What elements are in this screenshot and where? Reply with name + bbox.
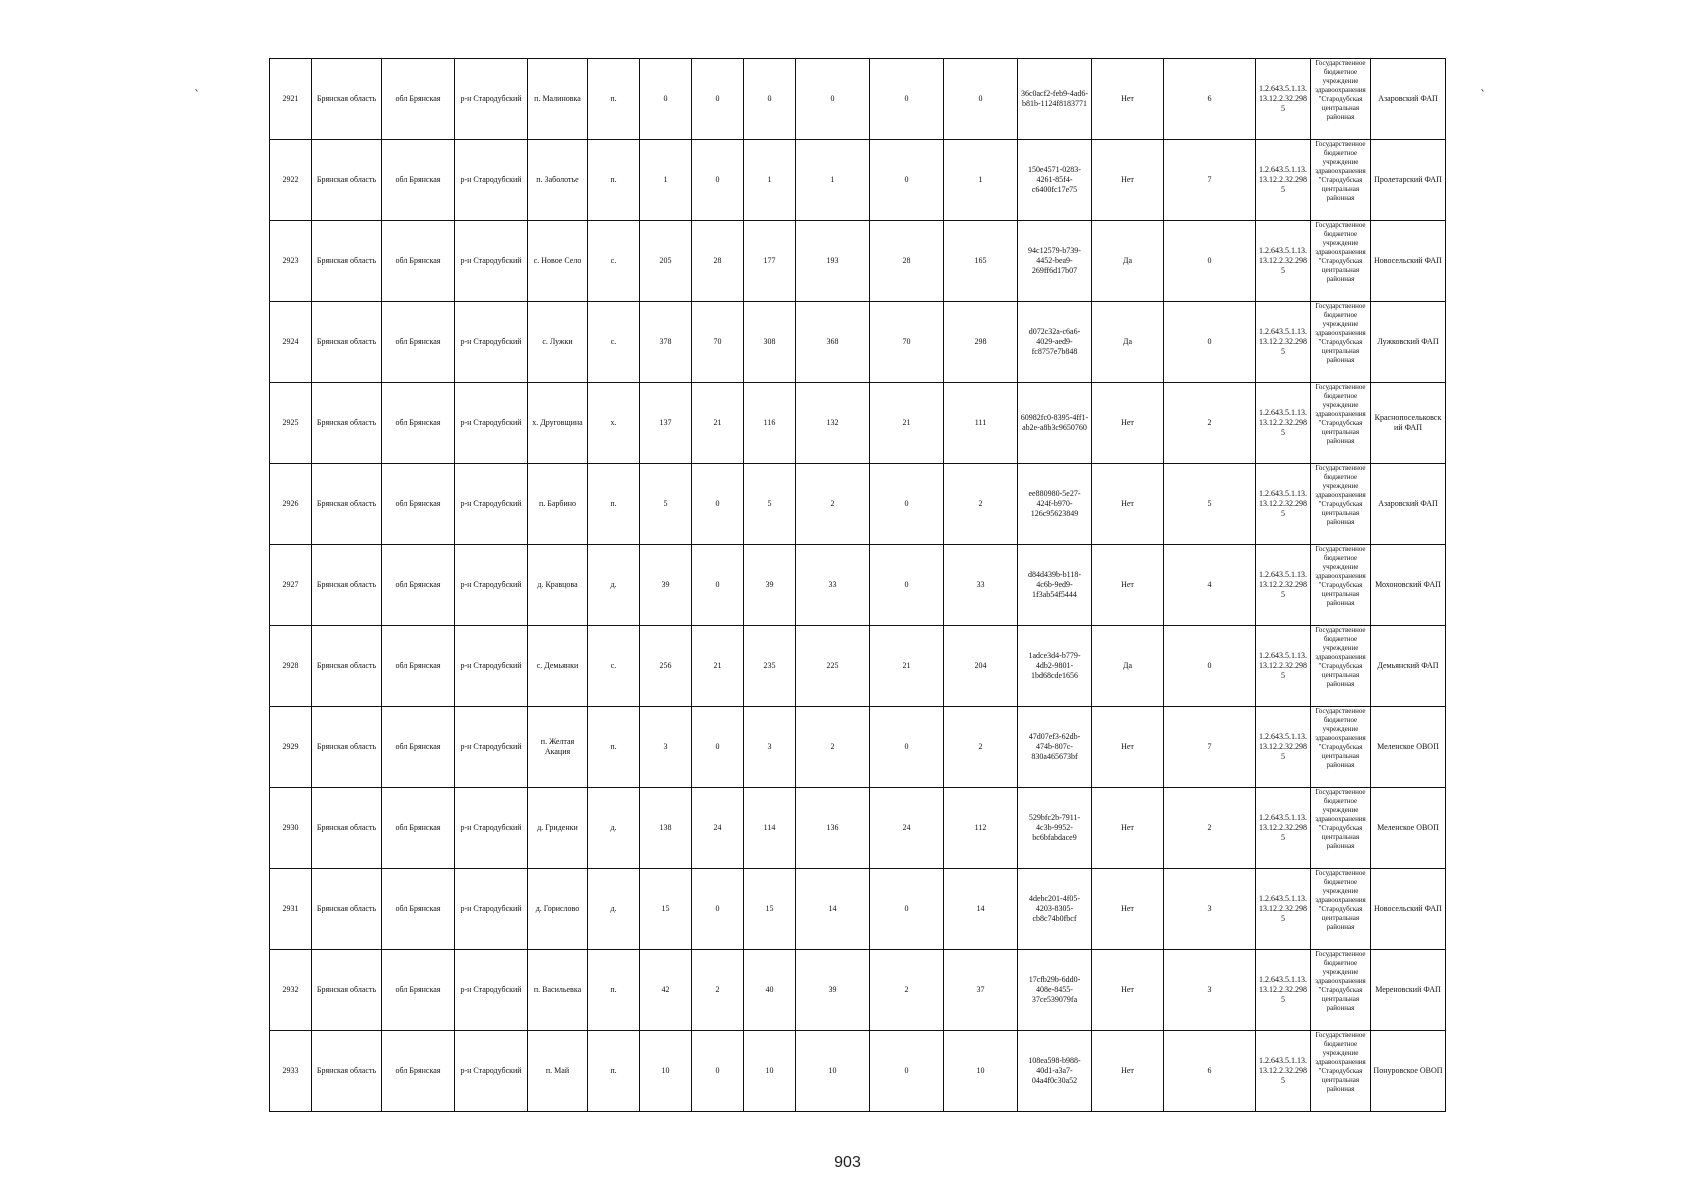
oid-code-cell: 1.2.643.5.1.13.13.12.2.32.2985 (1256, 788, 1311, 869)
value-6-cell: 2 (944, 707, 1018, 788)
value-3-cell: 39 (744, 545, 796, 626)
value-6-cell: 204 (944, 626, 1018, 707)
oid-code-cell: 1.2.643.5.1.13.13.12.2.32.2985 (1256, 140, 1311, 221)
uuid-cell: 150e4571-0283-4261-85f4-c6400fc17e75 (1018, 140, 1092, 221)
oid-code-cell: 1.2.643.5.1.13.13.12.2.32.2985 (1256, 221, 1311, 302)
flag-cell: Нет (1092, 869, 1164, 950)
medical-point-cell: Демьянский ФАП (1371, 626, 1446, 707)
scan-mark-left: ` (194, 88, 200, 102)
medical-point-cell: Мохоновский ФАП (1371, 545, 1446, 626)
value-3-cell: 235 (744, 626, 796, 707)
region-cell: Брянская область (312, 950, 382, 1031)
value-1-cell: 138 (640, 788, 692, 869)
value-3-cell: 0 (744, 59, 796, 140)
medical-point-cell: Азаровский ФАП (1371, 464, 1446, 545)
settlement-cell: с. Лужки (528, 302, 588, 383)
table-row (270, 707, 1446, 788)
oid-code-cell: 1.2.643.5.1.13.13.12.2.32.2985 (1256, 869, 1311, 950)
settlement-cell: д. Гриденки (528, 788, 588, 869)
district-cell: р-н Стародубский (455, 383, 528, 464)
value-5-cell: 0 (870, 464, 944, 545)
district-cell: р-н Стародубский (455, 59, 528, 140)
oblast-cell: обл Брянская (382, 545, 455, 626)
value-5-cell: 0 (870, 707, 944, 788)
uuid-cell: 17cfb29b-6dd0-408e-8455-37ce539079fa (1018, 950, 1092, 1031)
value-3-cell: 177 (744, 221, 796, 302)
flag-cell: Да (1092, 221, 1164, 302)
table-row (270, 464, 1446, 545)
value-3-cell: 15 (744, 869, 796, 950)
region-cell: Брянская область (312, 383, 382, 464)
district-cell: р-н Стародубский (455, 545, 528, 626)
organization-cell: Государственное бюджетное учреждение здравоохранения "Стародубская центральная районная (1311, 140, 1371, 221)
settlement-type-cell: п. (588, 1031, 640, 1112)
row-id-cell: 2921 (270, 59, 312, 140)
oblast-cell: обл Брянская (382, 869, 455, 950)
count-cell: 6 (1164, 59, 1256, 140)
settlement-type-cell: д. (588, 869, 640, 950)
district-cell: р-н Стародубский (455, 464, 528, 545)
row-id-cell: 2926 (270, 464, 312, 545)
row-id-cell: 2924 (270, 302, 312, 383)
organization-cell: Государственное бюджетное учреждение здравоохранения "Стародубская центральная районная (1311, 707, 1371, 788)
region-cell: Брянская область (312, 626, 382, 707)
organization-cell: Государственное бюджетное учреждение здравоохранения "Стародубская центральная районная (1311, 626, 1371, 707)
oblast-cell: обл Брянская (382, 950, 455, 1031)
district-cell: р-н Стародубский (455, 302, 528, 383)
value-1-cell: 3 (640, 707, 692, 788)
region-cell: Брянская область (312, 302, 382, 383)
flag-cell: Нет (1092, 464, 1164, 545)
value-5-cell: 0 (870, 1031, 944, 1112)
value-2-cell: 21 (692, 626, 744, 707)
value-2-cell: 0 (692, 1031, 744, 1112)
value-3-cell: 40 (744, 950, 796, 1031)
table-row (270, 950, 1446, 1031)
count-cell: 0 (1164, 626, 1256, 707)
value-6-cell: 112 (944, 788, 1018, 869)
value-2-cell: 0 (692, 464, 744, 545)
region-cell: Брянская область (312, 221, 382, 302)
region-cell: Брянская область (312, 59, 382, 140)
value-2-cell: 70 (692, 302, 744, 383)
count-cell: 3 (1164, 869, 1256, 950)
value-2-cell: 28 (692, 221, 744, 302)
medical-point-cell: Меленское ОВОП (1371, 707, 1446, 788)
value-4-cell: 225 (796, 626, 870, 707)
value-6-cell: 111 (944, 383, 1018, 464)
medical-point-cell: Новосельский ФАП (1371, 221, 1446, 302)
value-4-cell: 39 (796, 950, 870, 1031)
uuid-cell: 108ea598-b988-40d1-a3a7-04a4f0c30a52 (1018, 1031, 1092, 1112)
value-5-cell: 24 (870, 788, 944, 869)
settlement-cell: п. Васильевка (528, 950, 588, 1031)
uuid-cell: d84d439b-b118-4c6b-9ed9-1f3ab54f5444 (1018, 545, 1092, 626)
row-id-cell: 2933 (270, 1031, 312, 1112)
flag-cell: Да (1092, 626, 1164, 707)
organization-cell: Государственное бюджетное учреждение здравоохранения "Стародубская центральная районная (1311, 950, 1371, 1031)
district-cell: р-н Стародубский (455, 140, 528, 221)
settlement-type-cell: с. (588, 221, 640, 302)
organization-cell: Государственное бюджетное учреждение здравоохранения "Стародубская центральная районная (1311, 869, 1371, 950)
region-cell: Брянская область (312, 1031, 382, 1112)
flag-cell: Нет (1092, 950, 1164, 1031)
count-cell: 0 (1164, 221, 1256, 302)
settlement-cell: п. Заболотье (528, 140, 588, 221)
medical-point-cell: Новосельский ФАП (1371, 869, 1446, 950)
region-cell: Брянская область (312, 707, 382, 788)
uuid-cell: d072c32a-c6a6-4029-aed9-fc8757e7b848 (1018, 302, 1092, 383)
value-3-cell: 5 (744, 464, 796, 545)
count-cell: 0 (1164, 302, 1256, 383)
value-6-cell: 2 (944, 464, 1018, 545)
value-4-cell: 33 (796, 545, 870, 626)
oblast-cell: обл Брянская (382, 707, 455, 788)
value-1-cell: 0 (640, 59, 692, 140)
region-cell: Брянская область (312, 788, 382, 869)
flag-cell: Нет (1092, 545, 1164, 626)
count-cell: 7 (1164, 707, 1256, 788)
district-cell: р-н Стародубский (455, 950, 528, 1031)
flag-cell: Да (1092, 302, 1164, 383)
settlement-cell: с. Демьянки (528, 626, 588, 707)
settlement-cell: д. Горислово (528, 869, 588, 950)
region-cell: Брянская область (312, 545, 382, 626)
district-cell: р-н Стародубский (455, 221, 528, 302)
value-4-cell: 2 (796, 707, 870, 788)
row-id-cell: 2929 (270, 707, 312, 788)
organization-cell: Государственное бюджетное учреждение здравоохранения "Стародубская центральная районная (1311, 383, 1371, 464)
value-1-cell: 205 (640, 221, 692, 302)
page-number: 903 (834, 1154, 861, 1171)
value-2-cell: 0 (692, 59, 744, 140)
medical-point-cell: Лужковский ФАП (1371, 302, 1446, 383)
table-row (270, 626, 1446, 707)
uuid-cell: 1adce3d4-b779-4db2-9801-1bd68cde1656 (1018, 626, 1092, 707)
settlement-type-cell: д. (588, 788, 640, 869)
value-6-cell: 33 (944, 545, 1018, 626)
value-1-cell: 39 (640, 545, 692, 626)
uuid-cell: 529bfc2b-7911-4c3b-9952-bc6bfabdace9 (1018, 788, 1092, 869)
uuid-cell: ee880980-5e27-424f-b970-126c95623849 (1018, 464, 1092, 545)
organization-cell: Государственное бюджетное учреждение здравоохранения "Стародубская центральная районная (1311, 464, 1371, 545)
value-6-cell: 10 (944, 1031, 1018, 1112)
oblast-cell: обл Брянская (382, 626, 455, 707)
table-row (270, 302, 1446, 383)
value-2-cell: 0 (692, 140, 744, 221)
value-4-cell: 193 (796, 221, 870, 302)
oblast-cell: обл Брянская (382, 1031, 455, 1112)
district-cell: р-н Стародубский (455, 707, 528, 788)
region-cell: Брянская область (312, 869, 382, 950)
count-cell: 5 (1164, 464, 1256, 545)
oblast-cell: обл Брянская (382, 59, 455, 140)
value-1-cell: 378 (640, 302, 692, 383)
flag-cell: Нет (1092, 1031, 1164, 1112)
settlement-cell: д. Кравцова (528, 545, 588, 626)
uuid-cell: 47d07ef3-62db-474b-807c-830a465673bf (1018, 707, 1092, 788)
value-5-cell: 21 (870, 383, 944, 464)
value-2-cell: 2 (692, 950, 744, 1031)
oblast-cell: обл Брянская (382, 302, 455, 383)
row-id-cell: 2925 (270, 383, 312, 464)
count-cell: 6 (1164, 1031, 1256, 1112)
row-id-cell: 2932 (270, 950, 312, 1031)
region-cell: Брянская область (312, 140, 382, 221)
value-6-cell: 298 (944, 302, 1018, 383)
settlement-cell: х. Друговщина (528, 383, 588, 464)
row-id-cell: 2930 (270, 788, 312, 869)
value-5-cell: 21 (870, 626, 944, 707)
row-id-cell: 2927 (270, 545, 312, 626)
table-row (270, 545, 1446, 626)
oblast-cell: обл Брянская (382, 221, 455, 302)
value-2-cell: 0 (692, 707, 744, 788)
count-cell: 4 (1164, 545, 1256, 626)
value-1-cell: 1 (640, 140, 692, 221)
value-1-cell: 15 (640, 869, 692, 950)
value-5-cell: 0 (870, 140, 944, 221)
medical-point-cell: Меленское ОВОП (1371, 788, 1446, 869)
flag-cell: Нет (1092, 140, 1164, 221)
oid-code-cell: 1.2.643.5.1.13.13.12.2.32.2985 (1256, 59, 1311, 140)
value-4-cell: 132 (796, 383, 870, 464)
district-cell: р-н Стародубский (455, 788, 528, 869)
value-5-cell: 70 (870, 302, 944, 383)
medical-point-cell: Краснопосельковский ФАП (1371, 383, 1446, 464)
value-3-cell: 1 (744, 140, 796, 221)
value-6-cell: 14 (944, 869, 1018, 950)
flag-cell: Нет (1092, 383, 1164, 464)
organization-cell: Государственное бюджетное учреждение здравоохранения "Стародубская центральная районная (1311, 302, 1371, 383)
value-1-cell: 137 (640, 383, 692, 464)
value-1-cell: 5 (640, 464, 692, 545)
oblast-cell: обл Брянская (382, 140, 455, 221)
oid-code-cell: 1.2.643.5.1.13.13.12.2.32.2985 (1256, 302, 1311, 383)
organization-cell: Государственное бюджетное учреждение здравоохранения "Стародубская центральная районная (1311, 788, 1371, 869)
value-6-cell: 37 (944, 950, 1018, 1031)
value-5-cell: 28 (870, 221, 944, 302)
settlement-type-cell: п. (588, 464, 640, 545)
medical-point-cell: Пролетарский ФАП (1371, 140, 1446, 221)
medical-point-cell: Понуровское ОВОП (1371, 1031, 1446, 1112)
settlement-cell: п. Май (528, 1031, 588, 1112)
table-row (270, 383, 1446, 464)
value-6-cell: 0 (944, 59, 1018, 140)
settlements-table (269, 58, 1446, 1112)
uuid-cell: 4debc201-4f05-4203-8305-cb8c74b0fbcf (1018, 869, 1092, 950)
value-2-cell: 24 (692, 788, 744, 869)
oblast-cell: обл Брянская (382, 788, 455, 869)
oid-code-cell: 1.2.643.5.1.13.13.12.2.32.2985 (1256, 464, 1311, 545)
row-id-cell: 2922 (270, 140, 312, 221)
row-id-cell: 2923 (270, 221, 312, 302)
value-4-cell: 368 (796, 302, 870, 383)
medical-point-cell: Мереновский ФАП (1371, 950, 1446, 1031)
value-1-cell: 10 (640, 1031, 692, 1112)
settlement-cell: п. Барбино (528, 464, 588, 545)
value-2-cell: 0 (692, 545, 744, 626)
flag-cell: Нет (1092, 788, 1164, 869)
count-cell: 3 (1164, 950, 1256, 1031)
flag-cell: Нет (1092, 59, 1164, 140)
settlement-type-cell: х. (588, 383, 640, 464)
settlement-type-cell: д. (588, 545, 640, 626)
organization-cell: Государственное бюджетное учреждение здравоохранения "Стародубская центральная районная (1311, 221, 1371, 302)
count-cell: 2 (1164, 788, 1256, 869)
settlement-type-cell: п. (588, 707, 640, 788)
settlement-type-cell: п. (588, 59, 640, 140)
value-2-cell: 21 (692, 383, 744, 464)
oid-code-cell: 1.2.643.5.1.13.13.12.2.32.2985 (1256, 626, 1311, 707)
row-id-cell: 2928 (270, 626, 312, 707)
oblast-cell: обл Брянская (382, 383, 455, 464)
oid-code-cell: 1.2.643.5.1.13.13.12.2.32.2985 (1256, 383, 1311, 464)
oid-code-cell: 1.2.643.5.1.13.13.12.2.32.2985 (1256, 1031, 1311, 1112)
value-6-cell: 1 (944, 140, 1018, 221)
value-3-cell: 308 (744, 302, 796, 383)
value-3-cell: 114 (744, 788, 796, 869)
district-cell: р-н Стародубский (455, 1031, 528, 1112)
value-4-cell: 136 (796, 788, 870, 869)
district-cell: р-н Стародубский (455, 869, 528, 950)
settlement-type-cell: с. (588, 626, 640, 707)
table-row (270, 788, 1446, 869)
table-row (270, 140, 1446, 221)
table-row (270, 59, 1446, 140)
district-cell: р-н Стародубский (455, 626, 528, 707)
settlement-type-cell: п. (588, 140, 640, 221)
value-3-cell: 10 (744, 1031, 796, 1112)
value-5-cell: 0 (870, 545, 944, 626)
count-cell: 2 (1164, 383, 1256, 464)
value-4-cell: 10 (796, 1031, 870, 1112)
row-id-cell: 2931 (270, 869, 312, 950)
settlement-cell: п. Малиновка (528, 59, 588, 140)
medical-point-cell: Азаровский ФАП (1371, 59, 1446, 140)
settlement-cell: с. Новое Село (528, 221, 588, 302)
uuid-cell: 36c0acf2-feb9-4ad6-b81b-1124f8183771 (1018, 59, 1092, 140)
count-cell: 7 (1164, 140, 1256, 221)
oid-code-cell: 1.2.643.5.1.13.13.12.2.32.2985 (1256, 707, 1311, 788)
settlement-type-cell: с. (588, 302, 640, 383)
settlement-type-cell: п. (588, 950, 640, 1031)
value-6-cell: 165 (944, 221, 1018, 302)
value-5-cell: 2 (870, 950, 944, 1031)
region-cell: Брянская область (312, 464, 382, 545)
uuid-cell: 94c12579-b739-4452-bea9-269ff6d17b07 (1018, 221, 1092, 302)
value-3-cell: 3 (744, 707, 796, 788)
value-4-cell: 1 (796, 140, 870, 221)
value-1-cell: 42 (640, 950, 692, 1031)
value-4-cell: 0 (796, 59, 870, 140)
value-4-cell: 2 (796, 464, 870, 545)
value-3-cell: 116 (744, 383, 796, 464)
settlement-cell: п. Желтая Акация (528, 707, 588, 788)
organization-cell: Государственное бюджетное учреждение здравоохранения "Стародубская центральная районная (1311, 59, 1371, 140)
scan-mark-right: ` (1480, 88, 1486, 102)
value-5-cell: 0 (870, 59, 944, 140)
uuid-cell: 60982fc0-8395-4ff1-ab2e-a8b3c9650760 (1018, 383, 1092, 464)
oblast-cell: обл Брянская (382, 464, 455, 545)
table-row (270, 869, 1446, 950)
organization-cell: Государственное бюджетное учреждение здравоохранения "Стародубская центральная районная (1311, 1031, 1371, 1112)
value-4-cell: 14 (796, 869, 870, 950)
oid-code-cell: 1.2.643.5.1.13.13.12.2.32.2985 (1256, 545, 1311, 626)
value-5-cell: 0 (870, 869, 944, 950)
flag-cell: Нет (1092, 707, 1164, 788)
table-row (270, 221, 1446, 302)
table-body (270, 59, 1446, 1112)
value-1-cell: 256 (640, 626, 692, 707)
table-row (270, 1031, 1446, 1112)
value-2-cell: 0 (692, 869, 744, 950)
organization-cell: Государственное бюджетное учреждение здравоохранения "Стародубская центральная районная (1311, 545, 1371, 626)
oid-code-cell: 1.2.643.5.1.13.13.12.2.32.2985 (1256, 950, 1311, 1031)
